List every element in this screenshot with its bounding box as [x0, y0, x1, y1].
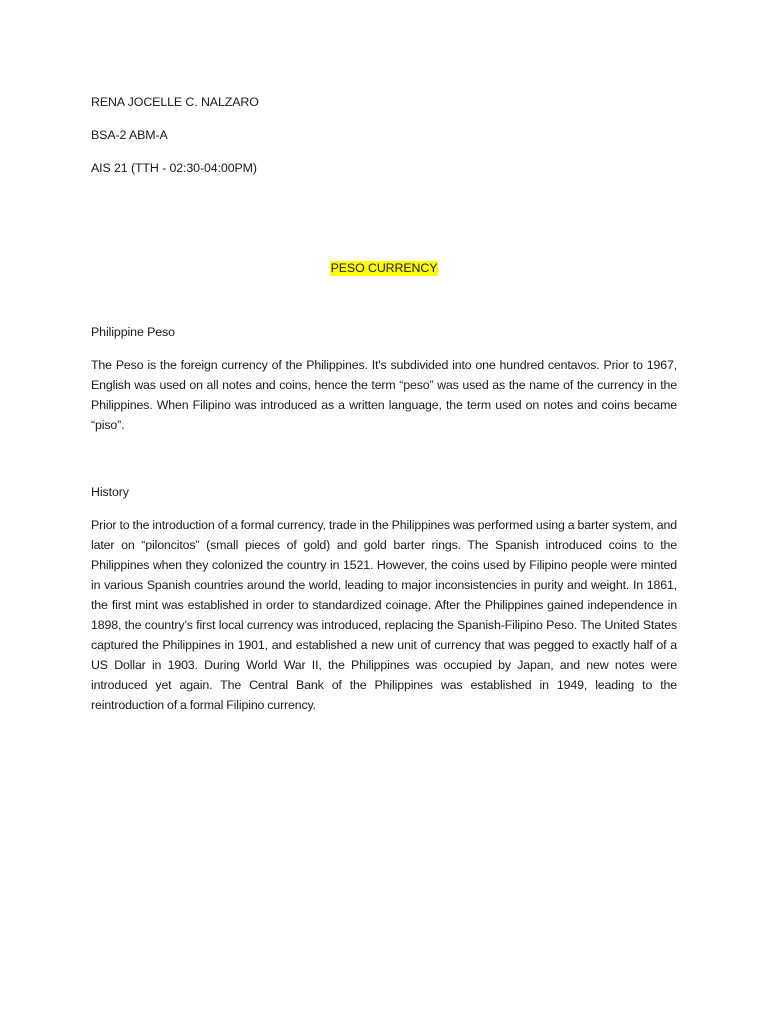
section-heading-history: History	[91, 485, 129, 499]
student-name: RENA JOCELLE C. NALZARO	[91, 95, 259, 109]
title-container	[0, 259, 768, 277]
course-schedule: AIS 21 (TTH - 02:30-04:00PM)	[91, 161, 257, 175]
section-body-philippine-peso: The Peso is the foreign currency of the Philippines. It's subdivided into one hundred centavos. Prior to 1967, English was used on all notes and coins, hence the term “peso” was used as the name of the currency in the Philippines. When Filipino was introduced as a written language, the term used on notes and coins became “piso”.	[91, 358, 677, 432]
section-heading-philippine-peso: Philippine Peso	[91, 325, 175, 339]
document-title: PESO CURRENCY	[330, 261, 438, 275]
student-section: BSA-2 ABM-A	[91, 128, 168, 142]
section-body-history: Prior to the introduction of a formal currency, trade in the Philippines was performed using a barter system, and later on “piloncitos” (small pieces of gold) and gold barter rings. The Spanish introduced coins to the Philippines when they colonized the country in 1521. However, the coins used by Filipino people were minted in various Spanish countries around the world, leading to major inconsistencies in purity and weight. In 1861, the first mint was established in order to standardized coinage. After the Philippines gained independence in 1898, the country’s first local currency was introduced, replacing the Spanish-Filipino Peso. The United States captured the Philippines in 1901, and established a new unit of currency that was pegged to exactly half of a US Dollar in 1903. During World War II, the Philippines was occupied by Japan, and new notes were introduced yet again. The Central Bank of the Philippines was established in 1949, leading to the reintroduction of a formal Filipino currency.	[91, 518, 677, 712]
